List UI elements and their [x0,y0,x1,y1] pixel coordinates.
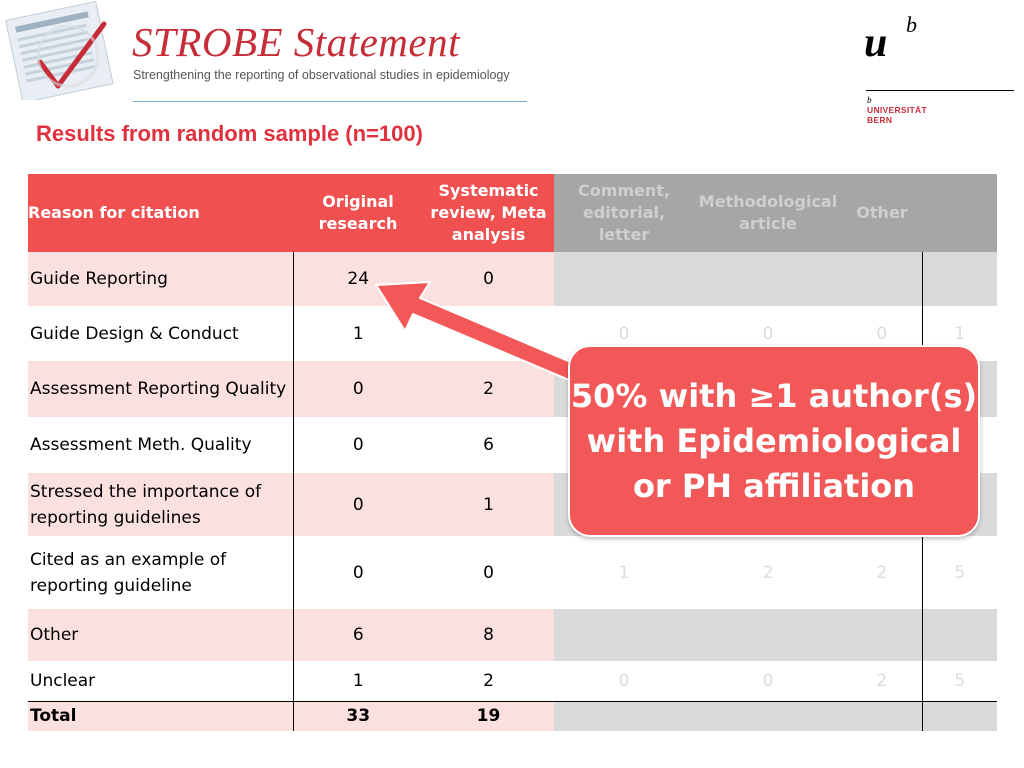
col-header-comment: Comment, editorial, letter [554,174,694,252]
row-original: 0 [293,361,423,417]
row-systematic: 0 [423,252,554,306]
row-comment: 1 [554,536,694,609]
strobe-subtitle: Strengthening the reporting of observational studies in epidemiology [133,68,510,82]
col-header-other: Other [842,174,922,252]
row-reason: Unclear [28,661,293,701]
ub-logo-line2: BERN [867,115,893,125]
row-methodological: 2 [694,536,842,609]
row-other: 2 [842,661,922,701]
row-systematic: 2 [423,661,554,701]
row-reason: Other [28,609,293,661]
row-comment: 0 [554,306,694,361]
row-original: 1 [293,661,423,701]
row-systematic: 8 [423,609,554,661]
col-header-systematic: Systematic review, Meta analysis [423,174,554,252]
row-extra: 5 [922,536,997,609]
callout-box [568,345,980,537]
row-reason: Assessment Meth. Quality [28,417,293,473]
col-header-reason: Reason for citation [28,174,293,252]
row-original: 0 [293,536,423,609]
row-methodological: 0 [694,661,842,701]
strobe-title: STROBE Statement [132,19,460,65]
row-original: 24 [293,252,423,306]
row-other: 2 [842,536,922,609]
row-reason: Guide Reporting [28,252,293,306]
callout-text: 50% with ≥1 author(s) with Epidemiological or PH affiliation [570,376,978,505]
row-reason: Guide Design & Conduct [28,306,293,361]
row-other: 0 [842,306,922,361]
col-header-original: Original research [293,174,423,252]
row-systematic: 6 [423,417,554,473]
row-original: 33 [293,701,423,731]
row-methodological: 0 [694,306,842,361]
row-reason: Total [28,701,293,731]
row-original: 6 [293,609,423,661]
row-comment: 0 [554,661,694,701]
ub-logo-line1: UNIVERSITÄT [867,105,927,115]
row-reason: Assessment Reporting Quality [28,361,293,417]
ub-logo-u: u [864,20,888,66]
col-header-methodological: Methodological article [694,174,842,252]
slide-title: Results from random sample (n=100) [36,121,423,146]
ub-logo-small-b: b [867,95,872,105]
row-original: 0 [293,473,423,536]
row-systematic: 2 [423,361,554,417]
ub-logo-b: b [906,12,917,37]
row-systematic: 0 [423,536,554,609]
row-systematic: 19 [423,701,554,731]
row-systematic: 1 [423,473,554,536]
row-extra: 1 [922,306,997,361]
row-extra: 5 [922,661,997,701]
row-original: 1 [293,306,423,361]
row-reason: Stressed the importance of reporting guidelines [28,473,293,536]
row-reason: Cited as an example of reporting guideline [28,536,293,609]
row-original: 0 [293,417,423,473]
